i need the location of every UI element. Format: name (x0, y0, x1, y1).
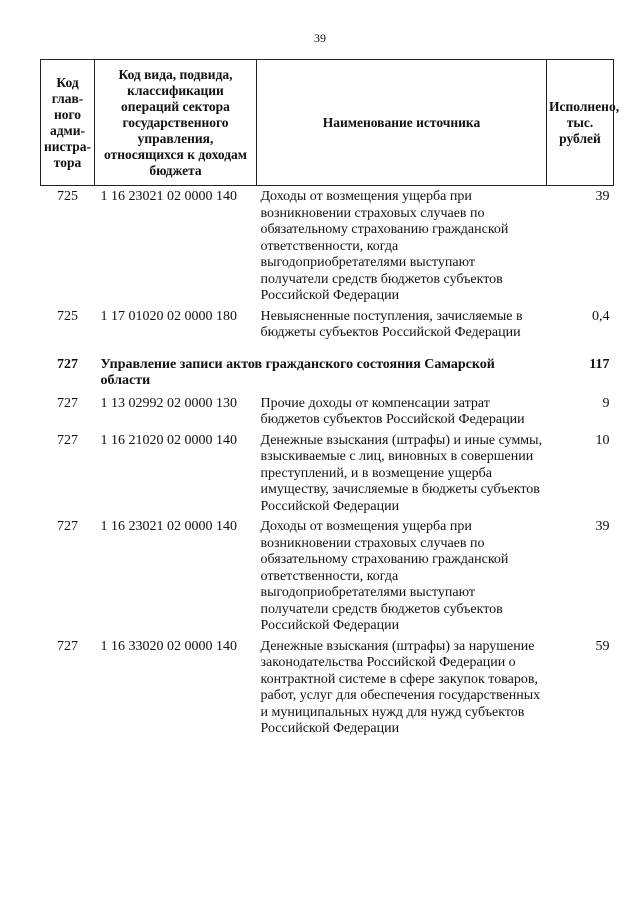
classification-code-cell: 1 16 21020 02 0000 140 (100, 432, 237, 448)
admin-code-cell: 725 (57, 189, 78, 204)
admin-code-cell: 727 (57, 519, 78, 534)
page-number: 39 (314, 31, 326, 45)
source-name-cell: Прочие доходы от компенсации затрат бюджетов субъектов Российской Федерации (260, 395, 525, 427)
source-name-cell: Доходы от возмещения ущерба при возникновении страховых случаев по обязательному страхованию гражданской ответственности, когда выгодоприобретателями выступают получатели средств бюджетов субъектов Российской Федерации (260, 519, 509, 633)
table-row (41, 306, 614, 343)
source-name-cell: Денежные взыскания (штрафы) за нарушение законодательства Российской Федерации о контрактной системе в сфере закупок товаров, работ, услуг для обеспечения государственных и муниципальных нужд для нужд субъектов Российской Федерации (260, 638, 541, 736)
classification-code-cell: 1 13 02992 02 0000 130 (100, 395, 237, 411)
table-row (41, 186, 614, 306)
table-row (41, 636, 614, 739)
header-classification-code: Код вида, подвида, классификации операций сектора государственного управления, относящихся к доходам бюджета (95, 60, 257, 186)
amount-cell: 39 (595, 189, 610, 204)
table-row (41, 393, 614, 430)
section-title: Управление записи актов гражданского состояния Самарской области (100, 356, 495, 388)
source-name-cell: Невыясненные поступления, зачисляемые в бюджеты субъектов Российской Федерации (260, 308, 523, 340)
classification-code-cell: 1 17 01020 02 0000 180 (100, 308, 237, 324)
admin-code-cell: 727 (57, 395, 78, 411)
section-amount: 117 (589, 356, 610, 372)
header-source-name: Наименование источника (257, 60, 547, 186)
table-row (41, 516, 614, 636)
amount-cell: 39 (595, 519, 610, 534)
amount-cell: 10 (595, 432, 610, 448)
classification-code-cell: 1 16 33020 02 0000 140 (100, 638, 237, 654)
header-executed: Исполнено, тыс. рублей (547, 60, 614, 186)
source-name-cell: Доходы от возмещения ущерба при возникновении страховых случаев по обязательному страхованию гражданской ответственности, когда выгодоприобретателями выступают получатели средств бюджетов субъектов Российской Федерации (260, 189, 509, 303)
table-header (41, 60, 620, 186)
amount-cell: 9 (602, 395, 610, 411)
source-name-cell: Денежные взыскания (штрафы) и иные суммы, взыскиваемые с лиц, виновных в совершении преступлений, и в возмещение ущерба имуществу, зачисляемые в бюджеты субъектов Российской Федерации (260, 432, 543, 514)
admin-code-cell: 725 (57, 308, 78, 324)
table-row (41, 430, 614, 517)
classification-code-cell: 1 16 23021 02 0000 140 (100, 519, 237, 534)
section-row (41, 343, 614, 393)
classification-code-cell: 1 16 23021 02 0000 140 (100, 189, 237, 204)
header-admin-code: Код глав-ного адми-нистра-тора (41, 60, 95, 186)
revenue-table (40, 59, 620, 739)
admin-code-cell: 727 (57, 432, 78, 448)
admin-code-cell: 727 (57, 638, 78, 654)
section-admin-code: 727 (57, 356, 78, 372)
amount-cell: 59 (595, 638, 610, 654)
amount-cell: 0,4 (592, 308, 610, 324)
table-body (41, 186, 614, 739)
